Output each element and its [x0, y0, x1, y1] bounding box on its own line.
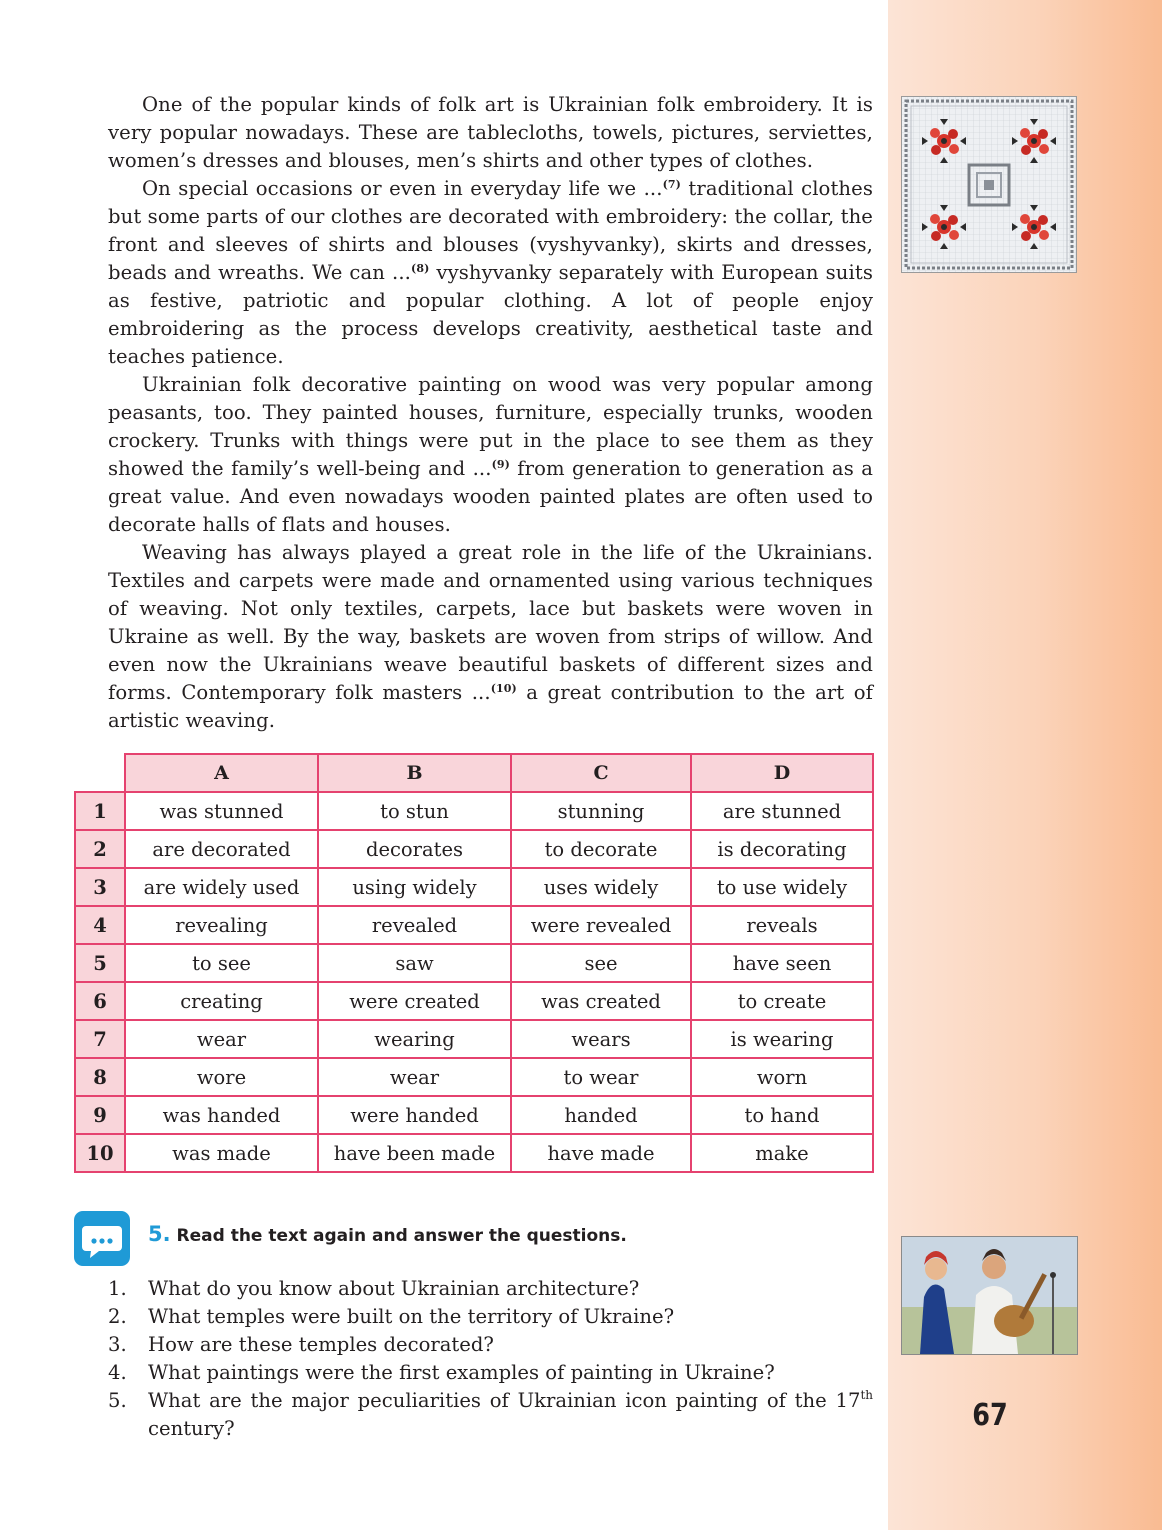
column-header-c: C [511, 754, 691, 792]
option-cell-c: wears [511, 1020, 691, 1058]
table-row [75, 944, 873, 982]
list-item [108, 1387, 873, 1443]
embroidery-pattern-graphic [902, 97, 1076, 272]
table-row [75, 1134, 873, 1172]
option-cell-c: have made [511, 1134, 691, 1172]
table-header-row [75, 754, 873, 792]
paragraph-text: On special occasions or even in everyday life we ... [142, 177, 663, 200]
option-cell-b: wear [318, 1058, 511, 1096]
question-text: How are these temples decorated? [148, 1333, 494, 1356]
option-cell-b: using widely [318, 868, 511, 906]
paragraph-weaving [108, 539, 873, 735]
option-cell-d: make [691, 1134, 873, 1172]
option-cell-c: see [511, 944, 691, 982]
paragraph-painting [108, 371, 873, 539]
option-cell-d: is wearing [691, 1020, 873, 1058]
option-cell-b: decorates [318, 830, 511, 868]
table-corner-cell [75, 754, 125, 792]
option-cell-b: wearing [318, 1020, 511, 1058]
option-cell-a: was made [125, 1134, 318, 1172]
row-number: 6 [75, 982, 125, 1020]
table-row [75, 830, 873, 868]
list-item [108, 1303, 873, 1331]
question-number: 1. [108, 1277, 127, 1300]
option-cell-a: wear [125, 1020, 318, 1058]
question-number: 4. [108, 1361, 127, 1384]
speech-bubble-icon-graphic [74, 1211, 130, 1266]
paragraph-clothes [108, 175, 873, 371]
gap-marker-9: (9) [491, 458, 510, 471]
option-cell-a: was handed [125, 1096, 318, 1134]
answer-options-table [74, 753, 874, 1173]
paragraph-text: vyshyvanky separately with European suits as festive, patriotic and popular clothing. A lot of people enjoy embroidering as the process develops creativity, aesthetical taste and teaches patience. [108, 261, 873, 368]
table-row [75, 1020, 873, 1058]
row-number: 3 [75, 868, 125, 906]
reading-passage [108, 91, 873, 735]
page-number: 67 [972, 1398, 1008, 1433]
row-number: 4 [75, 906, 125, 944]
musicians-photo [901, 1236, 1078, 1355]
option-cell-d: have seen [691, 944, 873, 982]
option-cell-c: were revealed [511, 906, 691, 944]
question-text: What temples were built on the territory of Ukraine? [148, 1305, 675, 1328]
question-text [148, 1387, 873, 1443]
gap-marker-8: (8) [411, 262, 430, 275]
column-header-a: A [125, 754, 318, 792]
ordinal-suffix: th [860, 1388, 873, 1402]
option-cell-d: is decorating [691, 830, 873, 868]
row-number: 9 [75, 1096, 125, 1134]
row-number: 5 [75, 944, 125, 982]
paragraph-text: One of the popular kinds of folk art is Ukrainian folk embroidery. It is very popular nowadays. These are tablecloths, towels, pictures, serviettes, women’s dresses and blouses, men’s shirts and other types of clothes. [108, 93, 873, 172]
row-number: 10 [75, 1134, 125, 1172]
option-cell-b: to stun [318, 792, 511, 830]
task-number: 5. [148, 1222, 171, 1246]
gap-marker-10: (10) [490, 682, 517, 695]
option-cell-a: creating [125, 982, 318, 1020]
speech-bubble-icon [74, 1211, 130, 1266]
paragraph-text: Weaving has always played a great role in the life of the Ukrainians. Textiles and carpets were made and ornamented using various techniques of weaving. Not only textiles, carpets, lace but baskets were woven in Ukraine as well. By the way, baskets are woven from strips of willow. And even now the Ukrainians weave beautiful baskets of different sizes and forms. Contemporary folk masters ... [108, 541, 873, 704]
question-text: What paintings were the first examples of painting in Ukraine? [148, 1361, 775, 1384]
paragraph-text: a great contribution to the art of artistic weaving. [108, 681, 874, 732]
task-instruction: Read the text again and answer the questions. [176, 1226, 627, 1246]
option-cell-a: revealing [125, 906, 318, 944]
question-number: 3. [108, 1333, 127, 1356]
option-cell-b: have been made [318, 1134, 511, 1172]
option-cell-b: revealed [318, 906, 511, 944]
option-cell-c: to decorate [511, 830, 691, 868]
table-row [75, 1058, 873, 1096]
option-cell-d: to use widely [691, 868, 873, 906]
option-cell-b: were handed [318, 1096, 511, 1134]
option-cell-c: uses widely [511, 868, 691, 906]
question-text-part: What are the major peculiarities of Ukrainian icon painting of the 17 [148, 1389, 861, 1412]
question-list [108, 1275, 873, 1443]
option-cell-c: was created [511, 982, 691, 1020]
row-number: 8 [75, 1058, 125, 1096]
row-number: 1 [75, 792, 125, 830]
option-cell-c: to wear [511, 1058, 691, 1096]
row-number: 7 [75, 1020, 125, 1058]
column-header-d: D [691, 754, 873, 792]
paragraph-text: Ukrainian folk decorative painting on wood was very popular among peasants, too. They painted houses, furniture, especially trunks, wooden crockery. Trunks with things were put in the place to see them as they showed the family’s well-being and ... [108, 373, 873, 480]
option-cell-b: were created [318, 982, 511, 1020]
option-cell-d: reveals [691, 906, 873, 944]
option-cell-c: handed [511, 1096, 691, 1134]
question-number: 2. [108, 1305, 127, 1328]
list-item [108, 1359, 873, 1387]
question-text-part: century? [148, 1417, 235, 1440]
table-row [75, 982, 873, 1020]
option-cell-a: wore [125, 1058, 318, 1096]
embroidery-pattern-image [901, 96, 1077, 273]
question-number: 5. [108, 1389, 127, 1412]
paragraph-text: traditional clothes but some parts of our clothes are decorated with embroidery: the collar, the front and sleeves of shirts and blouses (vyshyvanky), skirts and dresses, beads and wreaths. We can ... [108, 177, 874, 284]
gap-marker-7: (7) [662, 178, 681, 191]
option-cell-a: was stunned [125, 792, 318, 830]
row-number: 2 [75, 830, 125, 868]
question-text: What do you know about Ukrainian architecture? [148, 1277, 640, 1300]
task-heading [148, 1222, 627, 1246]
option-cell-a: to see [125, 944, 318, 982]
option-cell-d: to hand [691, 1096, 873, 1134]
table-row [75, 868, 873, 906]
list-item [108, 1331, 873, 1359]
paragraph-text: from generation to generation as a great value. And even nowadays wooden painted plates are often used to decorate halls of flats and houses. [108, 457, 873, 536]
option-cell-d: are stunned [691, 792, 873, 830]
option-cell-d: worn [691, 1058, 873, 1096]
table-row [75, 906, 873, 944]
column-header-b: B [318, 754, 511, 792]
list-item [108, 1275, 873, 1303]
paragraph-embroidery [108, 91, 873, 175]
musicians-photo-graphic [902, 1237, 1077, 1354]
option-cell-c: stunning [511, 792, 691, 830]
option-cell-b: saw [318, 944, 511, 982]
table-row [75, 792, 873, 830]
table-row [75, 1096, 873, 1134]
option-cell-a: are widely used [125, 868, 318, 906]
option-cell-a: are decorated [125, 830, 318, 868]
option-cell-d: to create [691, 982, 873, 1020]
